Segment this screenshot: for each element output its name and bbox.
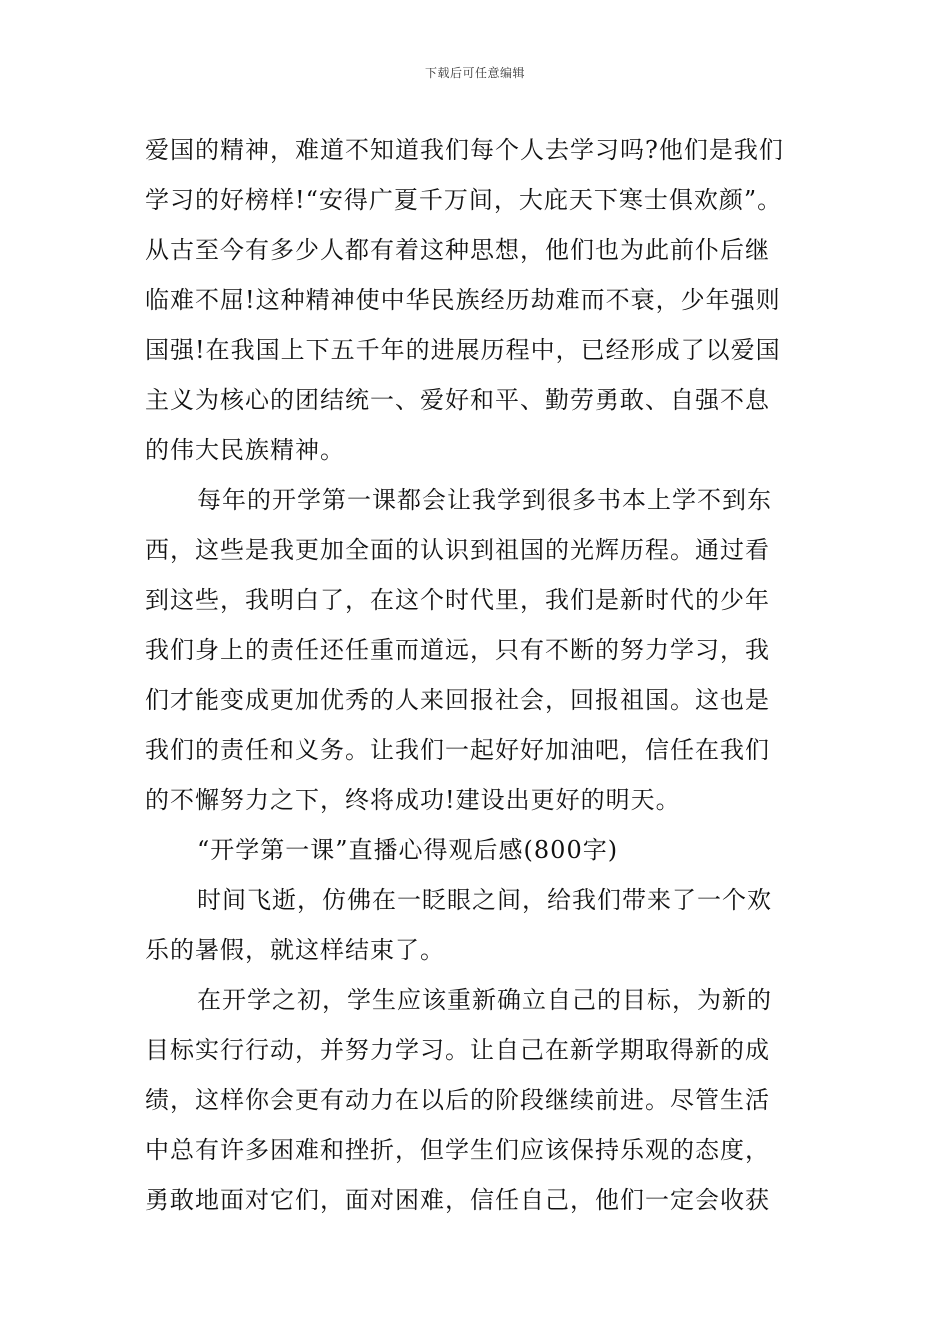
text-line: 目标实行行动，并努力学习。让自己在新学期取得新的成 (145, 1036, 770, 1064)
text-line: 绩，这样你会更有动力在以后的阶段继续前进。尽管生活 (145, 1086, 770, 1114)
text-line: 的伟大民族精神。 (145, 436, 345, 464)
text-line: 西，这些是我更加全面的认识到祖国的光辉历程。通过看 (145, 536, 770, 564)
text-line: 勇敢地面对它们，面对困难，信任自己，他们一定会收获 (145, 1186, 770, 1214)
text-line: 爱国的精神，难道不知道我们每个人去学习吗?他们是我们 (145, 136, 784, 164)
document-body (145, 125, 835, 1225)
text-line: 主义为核心的团结统一、爱好和平、勤劳勇敢、自强不息 (145, 386, 770, 414)
text-line: 们才能变成更加优秀的人来回报社会，回报祖国。这也是 (145, 686, 770, 714)
text-line: 时间飞逝，仿佛在一眨眼之间，给我们带来了一个欢 (197, 886, 772, 914)
text-line: 的不懈努力之下，终将成功!建设出更好的明天。 (145, 786, 681, 814)
text-line: “开学第一课”直播心得观后感(800字) (197, 836, 619, 864)
text-line: 每年的开学第一课都会让我学到很多书本上学不到东 (197, 486, 772, 514)
text-line: 从古至今有多少人都有着这种思想，他们也为此前仆后继 (145, 236, 770, 264)
text-line: 国强!在我国上下五千年的进展历程中，已经形成了以爱国 (145, 336, 781, 364)
page-header: 下载后可任意编辑 (424, 66, 525, 80)
text-line: 到这些，我明白了，在这个时代里，我们是新时代的少年 (145, 586, 770, 614)
text-line: 中总有许多困难和挫折，但学生们应该保持乐观的态度， (145, 1136, 770, 1164)
text-line: 在开学之初，学生应该重新确立自己的目标，为新的 (197, 986, 772, 1014)
text-line: 乐的暑假，就这样结束了。 (145, 936, 445, 964)
text-line: 我们的责任和义务。让我们一起好好加油吧，信任在我们 (145, 736, 770, 764)
text-line: 我们身上的责任还任重而道远，只有不断的努力学习，我 (145, 636, 770, 664)
text-line: 临难不屈!这种精神使中华民族经历劫难而不衰，少年强则 (145, 286, 781, 314)
text-line: 学习的好榜样!“安得广夏千万间，大庇天下寒士俱欢颜”。 (145, 186, 783, 214)
